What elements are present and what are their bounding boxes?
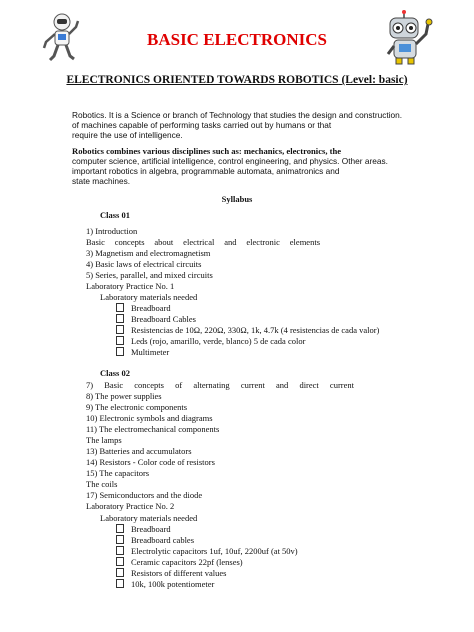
list-item: 3) Magnetism and electromagnetism — [86, 248, 211, 258]
checkbox-icon — [116, 557, 124, 566]
list-item: Breadboard cables — [116, 535, 298, 546]
list-item: Resistors of different values — [116, 568, 298, 579]
list-item: 5) Series, parallel, and mixed circuits — [86, 270, 213, 280]
checkbox-icon — [116, 535, 124, 544]
list-item: Breadboard Cables — [116, 314, 379, 325]
class-01-list — [86, 226, 320, 292]
checkbox-icon — [116, 347, 124, 356]
level-text: (Level: basic) — [341, 74, 408, 86]
class-02-list — [86, 380, 354, 512]
list-item: Leds (rojo, amarillo, verde, blanco) 5 de cada color — [116, 336, 379, 347]
list-item: 9) The electronic components — [86, 402, 188, 412]
list-item: 10k, 100k potentiometer — [116, 579, 298, 590]
class-01-materials — [116, 303, 379, 358]
list-item: Laboratory Practice No. 1 — [86, 281, 175, 291]
class-01-heading: Class 01 — [100, 210, 130, 220]
checkbox-icon — [116, 568, 124, 577]
list-item: 15) The capacitors — [86, 468, 150, 478]
intro-paragraph — [72, 110, 422, 140]
checkbox-icon — [116, 524, 124, 533]
class-02-lab-heading: Laboratory materials needed — [100, 513, 198, 523]
checkbox-icon — [116, 579, 124, 588]
checkbox-icon — [116, 325, 124, 334]
disciplines-line: important robotics in algebra, programmable automata, animatronics and — [72, 166, 340, 176]
intro-line: Robotics. It is a Science or branch of Technology that studies the design and construction. — [72, 110, 403, 120]
list-item: 11) The electromechanical components — [86, 424, 220, 434]
disciplines-line: computer science, artificial intelligence, control engineering, and physics. Other areas. — [72, 156, 388, 166]
list-item: Basic concepts about electrical and electronic elements — [86, 237, 320, 247]
class-02-heading: Class 02 — [100, 368, 130, 378]
subtitle — [0, 74, 474, 86]
list-item: 1) Introduction — [86, 226, 138, 236]
list-item: 13) Batteries and accumulators — [86, 446, 192, 456]
list-item: Breadboard — [116, 524, 298, 535]
list-item: The coils — [86, 479, 118, 489]
checkbox-icon — [116, 546, 124, 555]
list-item: 7) Basic concepts of alternating current and direct current — [86, 380, 354, 390]
list-item: Breadboard — [116, 303, 379, 314]
list-item: Ceramic capacitors 22pf (lenses) — [116, 557, 298, 568]
list-item: Resistencias de 10Ω, 220Ω, 330Ω, 1k, 4.7k (4 resistencias de cada valor) — [116, 325, 379, 336]
checkbox-icon — [116, 314, 124, 323]
list-item: 14) Resistors - Color code of resistors — [86, 457, 215, 467]
checkbox-icon — [116, 303, 124, 312]
checkbox-icon — [116, 336, 124, 345]
disciplines-paragraph — [72, 146, 422, 186]
list-item: Laboratory Practice No. 2 — [86, 501, 175, 511]
disciplines-bold-line: Robotics combines various disciplines such as: mechanics, electronics, the — [72, 146, 342, 156]
list-item: The lamps — [86, 435, 122, 445]
subtitle-text: ELECTRONICS ORIENTED TOWARDS ROBOTICS — [66, 74, 339, 86]
list-item: 8) The power supplies — [86, 391, 162, 401]
list-item: 10) Electronic symbols and diagrams — [86, 413, 213, 423]
list-item: 17) Semiconductors and the diode — [86, 490, 203, 500]
page-title: BASIC ELECTRONICS — [147, 30, 327, 49]
disciplines-line: state machines. — [72, 176, 131, 186]
class-01-lab-heading: Laboratory materials needed — [100, 292, 198, 302]
list-item: Electrolytic capacitors 1uf, 10uf, 2200uf (at 50v) — [116, 546, 298, 557]
class-02-materials — [116, 524, 298, 590]
syllabus-heading: Syllabus — [221, 194, 253, 204]
intro-line: require the use of intelligence. — [72, 130, 183, 140]
intro-line: of machines capable of performing tasks carried out by humans or that — [72, 120, 332, 130]
list-item: 4) Basic laws of electrical circuits — [86, 259, 202, 269]
list-item: Multimeter — [116, 347, 379, 358]
